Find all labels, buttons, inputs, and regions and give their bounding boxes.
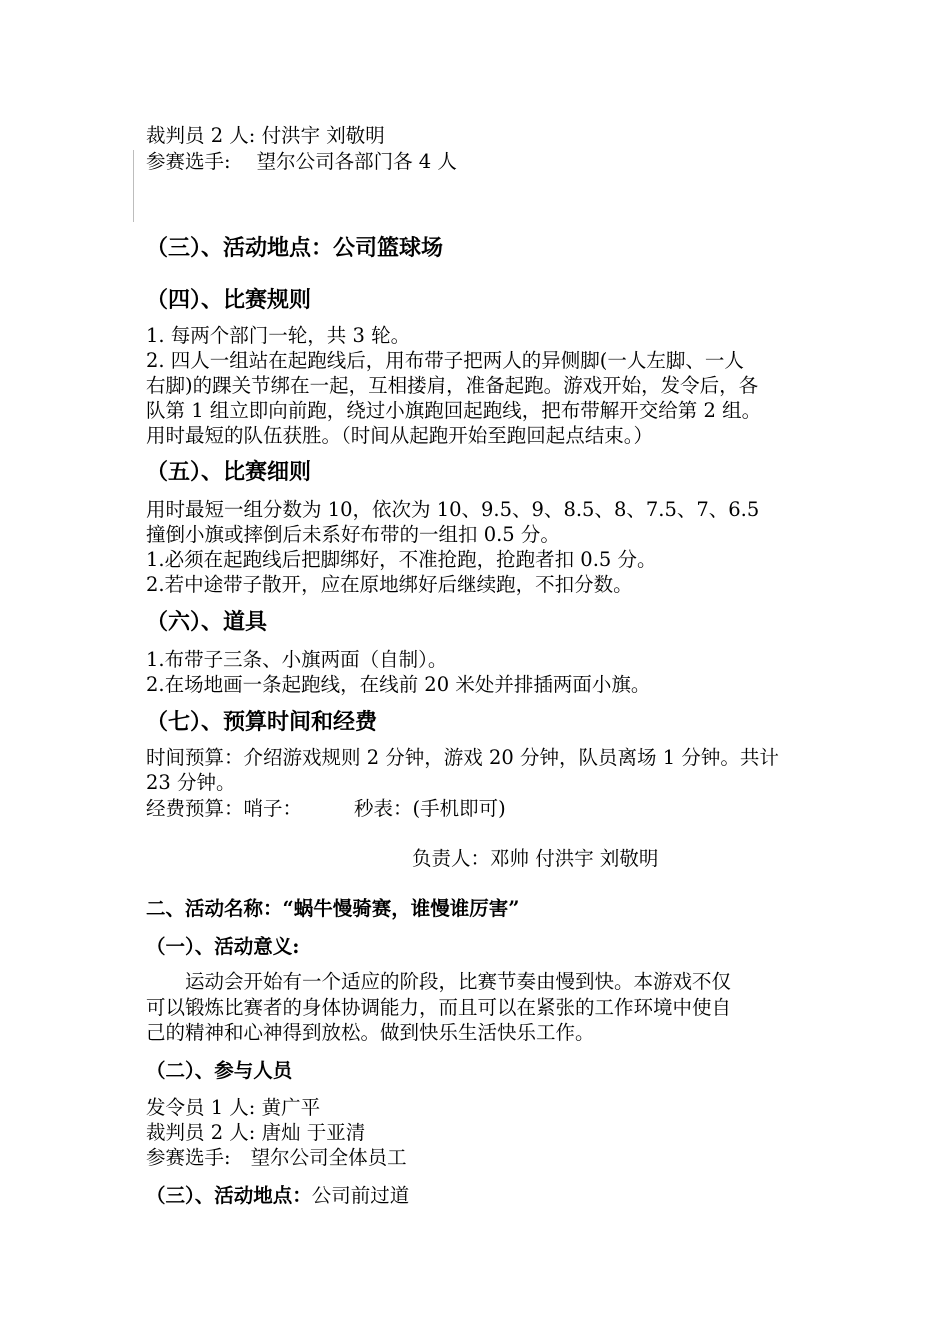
heading-location-value: 公司前过道	[311, 1184, 410, 1207]
heading-meaning: （一）、活动意义:	[146, 935, 300, 958]
props-line: 1.布带子三条、小旗两面（自制）。	[146, 648, 448, 671]
heading-people: （二）、参与人员	[146, 1059, 293, 1082]
heading-props: （六）、道具	[146, 609, 268, 635]
rules-line: 1. 每两个部门一轮，共 3 轮。	[146, 324, 411, 347]
budget-line: 时间预算：介绍游戏规则 2 分钟，游戏 20 分钟，队员离场 1 分钟。共计	[146, 746, 779, 769]
cost-label: 经费预算：哨子：	[146, 797, 303, 820]
starter-line: 发令员 1 人: 黄广平	[146, 1096, 321, 1119]
players-value: 望尔公司各部门各 4 人	[256, 150, 457, 173]
heading-rules: （四）、比赛规则	[146, 287, 312, 313]
margin-change-bar	[133, 150, 134, 222]
cost-value: 秒表：(手机即可)	[354, 797, 506, 820]
details-line: 用时最短一组分数为 10，依次为 10、9.5、9、8.5、8、7.5、7、6.5	[146, 498, 760, 521]
heading-location	[146, 1183, 409, 1209]
rules-line: 队第 1 组立即向前跑，绕过小旗跑回起跑线，把布带解开交给第 2 组。	[146, 399, 762, 422]
responsible-line: 负责人：邓帅 付洪宇 刘敬明	[412, 847, 659, 870]
heading-details: （五）、比赛细则	[146, 459, 312, 485]
props-line: 2.在场地画一条起跑线，在线前 20 米处并排插两面小旗。	[146, 673, 651, 696]
budget-line: 23 分钟。	[146, 771, 236, 794]
heading-location-label: （三）、活动地点：	[146, 1184, 312, 1207]
meaning-line: 运动会开始有一个适应的阶段，比赛节奏由慢到快。本游戏不仅	[185, 970, 732, 993]
meaning-line: 己的精神和心神得到放松。做到快乐生活快乐工作。	[146, 1021, 595, 1044]
cost-line	[146, 797, 506, 821]
referee-line: 裁判员 2 人: 唐灿 于亚清	[146, 1121, 366, 1144]
players-label: 参赛选手:	[146, 1146, 231, 1169]
details-line: 撞倒小旗或摔倒后未系好布带的一组扣 0.5 分。	[146, 523, 560, 546]
rules-line: 用时最短的队伍获胜。（时间从起跑开始至跑回起点结束。）	[146, 424, 654, 447]
rules-line: 右脚)的踝关节绑在一起，互相搂肩，准备起跑。游戏开始，发令后，各	[146, 374, 759, 397]
meaning-line: 可以锻炼比赛者的身体协调能力，而且可以在紧张的工作环境中使自	[146, 996, 732, 1019]
details-line: 2.若中途带子散开，应在原地绑好后继续跑，不扣分数。	[146, 573, 633, 596]
heading-budget: （七）、预算时间和经费	[146, 709, 378, 735]
heading-location: （三）、活动地点：公司篮球场	[146, 235, 444, 261]
referee-line: 裁判员 2 人: 付洪宇 刘敬明	[146, 124, 385, 147]
players-line	[146, 1146, 407, 1170]
players-value: 望尔公司全体员工	[250, 1146, 407, 1169]
players-line	[146, 150, 457, 174]
section-title: 二、活动名称：“蜗牛慢骑赛，谁慢谁厉害”	[146, 897, 520, 920]
rules-line: 2. 四人一组站在起跑线后，用布带子把两人的异侧脚(一人左脚、一人	[146, 349, 744, 372]
players-label: 参赛选手:	[146, 150, 231, 173]
details-line: 1.必须在起跑线后把脚绑好，不准抢跑，抢跑者扣 0.5 分。	[146, 548, 657, 571]
